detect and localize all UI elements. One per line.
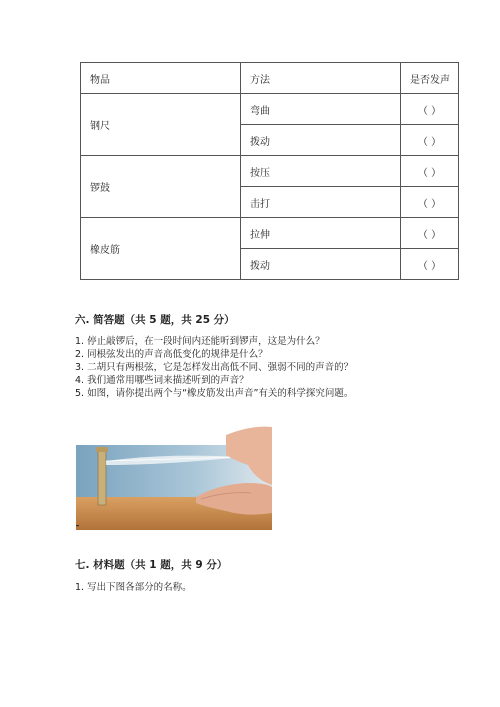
answer-blank[interactable]: （ ） bbox=[417, 105, 442, 117]
item-cell: 钢尺 bbox=[81, 94, 241, 156]
answer-cell bbox=[401, 249, 459, 280]
answer-cell bbox=[401, 187, 459, 218]
method-cell: 弯曲 bbox=[241, 94, 401, 125]
question-2: 2. 同根弦发出的声音高低变化的规律是什么？ bbox=[75, 349, 268, 360]
method-cell: 击打 bbox=[241, 187, 401, 218]
question-3: 3. 二胡只有两根弦，它是怎样发出高低不同、强弱不同的声音的？ bbox=[75, 362, 354, 373]
header-item: 物品 bbox=[81, 63, 241, 94]
table-row bbox=[81, 218, 459, 249]
answer-cell bbox=[401, 218, 459, 249]
method-cell: 按压 bbox=[241, 156, 401, 187]
question-4: 4. 我们通常用哪些词来描述听到的声音？ bbox=[75, 375, 249, 386]
item-cell: 锣鼓 bbox=[81, 156, 241, 218]
answer-blank[interactable]: （ ） bbox=[417, 229, 442, 241]
table-row bbox=[81, 156, 459, 187]
material-question-1: 1. 写出下图各部分的名称。 bbox=[75, 582, 192, 593]
section-six-title: 六. 简答题（共 5 题，共 25 分） bbox=[75, 314, 235, 326]
post-cap bbox=[96, 447, 108, 452]
table-row bbox=[81, 94, 459, 125]
method-cell: 拉伸 bbox=[241, 218, 401, 249]
answer-cell bbox=[401, 156, 459, 187]
experiment-table bbox=[80, 62, 459, 280]
answer-cell bbox=[401, 94, 459, 125]
table-header-row bbox=[81, 63, 459, 94]
answer-cell bbox=[401, 125, 459, 156]
answer-blank[interactable]: （ ） bbox=[417, 260, 442, 272]
answer-blank[interactable]: （ ） bbox=[417, 136, 442, 148]
method-cell: 拨动 bbox=[241, 249, 401, 280]
question-1: 1. 停止敲锣后，在一段时间内还能听到锣声，这是为什么？ bbox=[75, 336, 325, 347]
header-method: 方法 bbox=[241, 63, 401, 94]
section-seven-title: 七. 材料题（共 1 题，共 9 分） bbox=[75, 559, 228, 571]
header-sound: 是否发声 bbox=[401, 63, 459, 94]
question-5: 5. 如图，请你提出两个与“橡皮筋发出声音”有关的科学探究问题。 bbox=[75, 388, 354, 399]
rubber-band-photo bbox=[76, 425, 272, 530]
method-cell: 拨动 bbox=[241, 125, 401, 156]
wooden-post bbox=[98, 449, 106, 505]
item-cell: 橡皮筋 bbox=[81, 218, 241, 280]
answer-blank[interactable]: （ ） bbox=[417, 167, 442, 179]
answer-blank[interactable]: （ ） bbox=[417, 198, 442, 210]
